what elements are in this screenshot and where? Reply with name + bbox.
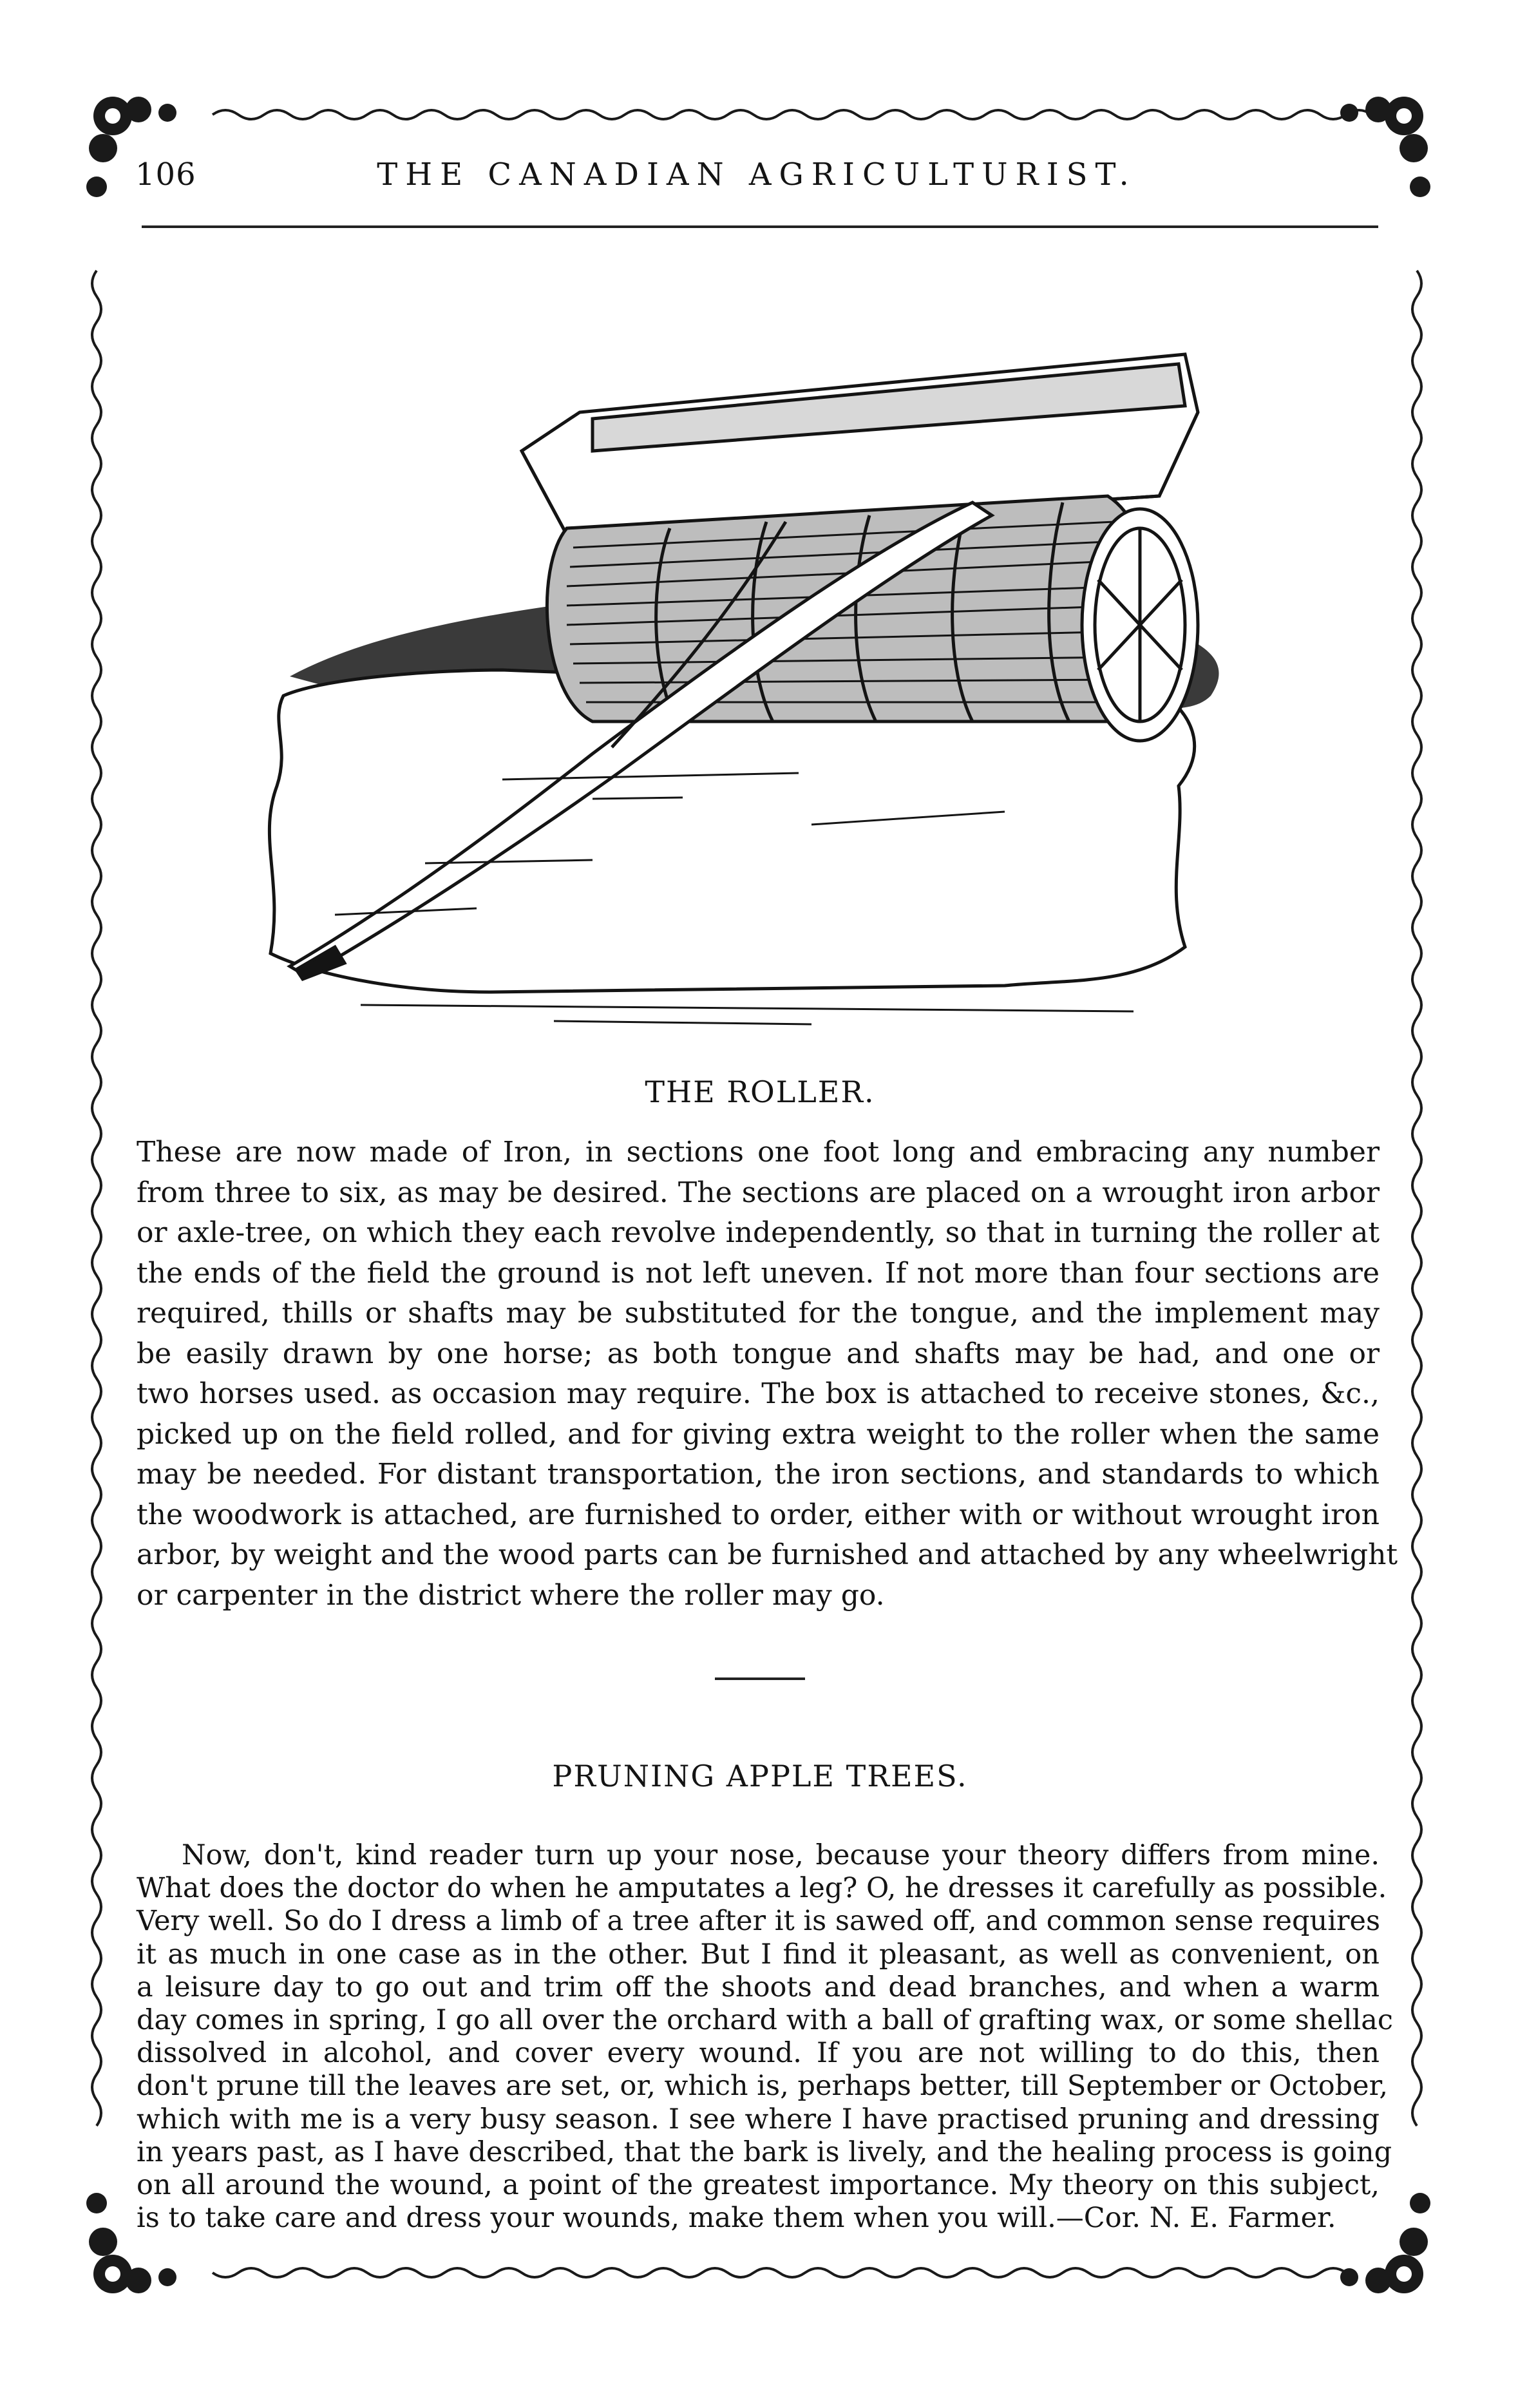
text-line: Now, don't, kind reader turn up your nose, because your theory differs from mine. (182, 1839, 1380, 1871)
section-divider (715, 1677, 805, 1680)
text-line: don't prune till the leaves are set, or, which is, perhaps better, till September or October, (137, 2070, 1389, 2103)
roller-illustration (232, 335, 1295, 1050)
roller-article-title: THE ROLLER. (645, 1075, 875, 1109)
pruning-article-body (137, 1839, 1393, 2235)
text-line: a leisure day to go out and trim off the shoots and dead branches, and when a warm (137, 1971, 1380, 2003)
text-line: it as much in one case as in the other. But I find it pleasant, as well as convenient, on (137, 1938, 1380, 1971)
text-line: be easily drawn by one horse; as both tongue and shafts may be had, and one or (137, 1337, 1380, 1370)
text-line: dissolved in alcohol, and cover every wound. If you are not willing to do this, then (137, 2037, 1380, 2070)
text-line: or carpenter in the district where the roller may go. (137, 1578, 885, 1612)
text-line: or axle-tree, on which they each revolve independently, so that in turning the roller at (137, 1216, 1380, 1249)
text-line: arbor, by weight and the wood parts can be furnished and attached by any wheelwright (137, 1538, 1398, 1571)
text-line: required, thills or shafts may be substituted for the tongue, and the implement may (137, 1297, 1380, 1330)
text-line: in years past, as I have described, that the bark is lively, and the healing process is going (137, 2136, 1392, 2168)
text-line: from three to six, as may be desired. The sections are placed on a wrought iron arbor (137, 1176, 1380, 1209)
header-rule (142, 225, 1378, 228)
page-header (135, 151, 1378, 203)
text-line: is to take care and dress your wounds, make them when you will.—Cor. N. E. Farmer. (137, 2202, 1336, 2235)
text-line: on all around the wound, a point of the greatest importance. My theory on this subject, (137, 2169, 1380, 2202)
text-line: may be needed. For distant transportation, the iron sections, and standards to which (137, 1458, 1380, 1491)
text-line: two horses used. as occasion may require. The box is attached to receive stones, &c., (137, 1377, 1380, 1410)
text-line: the woodwork is attached, are furnished to order, either with or without wrought iron (137, 1498, 1380, 1531)
pruning-article-title: PRUNING APPLE TREES. (552, 1759, 968, 1793)
text-line: the ends of the field the ground is not left uneven. If not more than four sections are (137, 1256, 1380, 1290)
page-number: 106 (135, 157, 196, 193)
text-line: Very well. So do I dress a limb of a tree after it is sawed off, and common sense requires (137, 1905, 1381, 1938)
journal-title: THE CANADIAN AGRICULTURIST. (377, 157, 1137, 193)
text-line: which with me is a very busy season. I see where I have practised pruning and dressing (137, 2103, 1380, 2136)
text-line: picked up on the field rolled, and for giving extra weight to the roller when the same (137, 1417, 1380, 1451)
text-line: day comes in spring, I go all over the orchard with a ball of grafting wax, or some shellac (137, 2004, 1393, 2037)
roller-article-body (137, 1132, 1398, 1616)
text-line: What does the doctor do when he amputates a leg? O, he dresses it carefully as possible. (137, 1872, 1387, 1905)
text-line: These are now made of Iron, in sections one foot long and embracing any number (137, 1136, 1380, 1169)
